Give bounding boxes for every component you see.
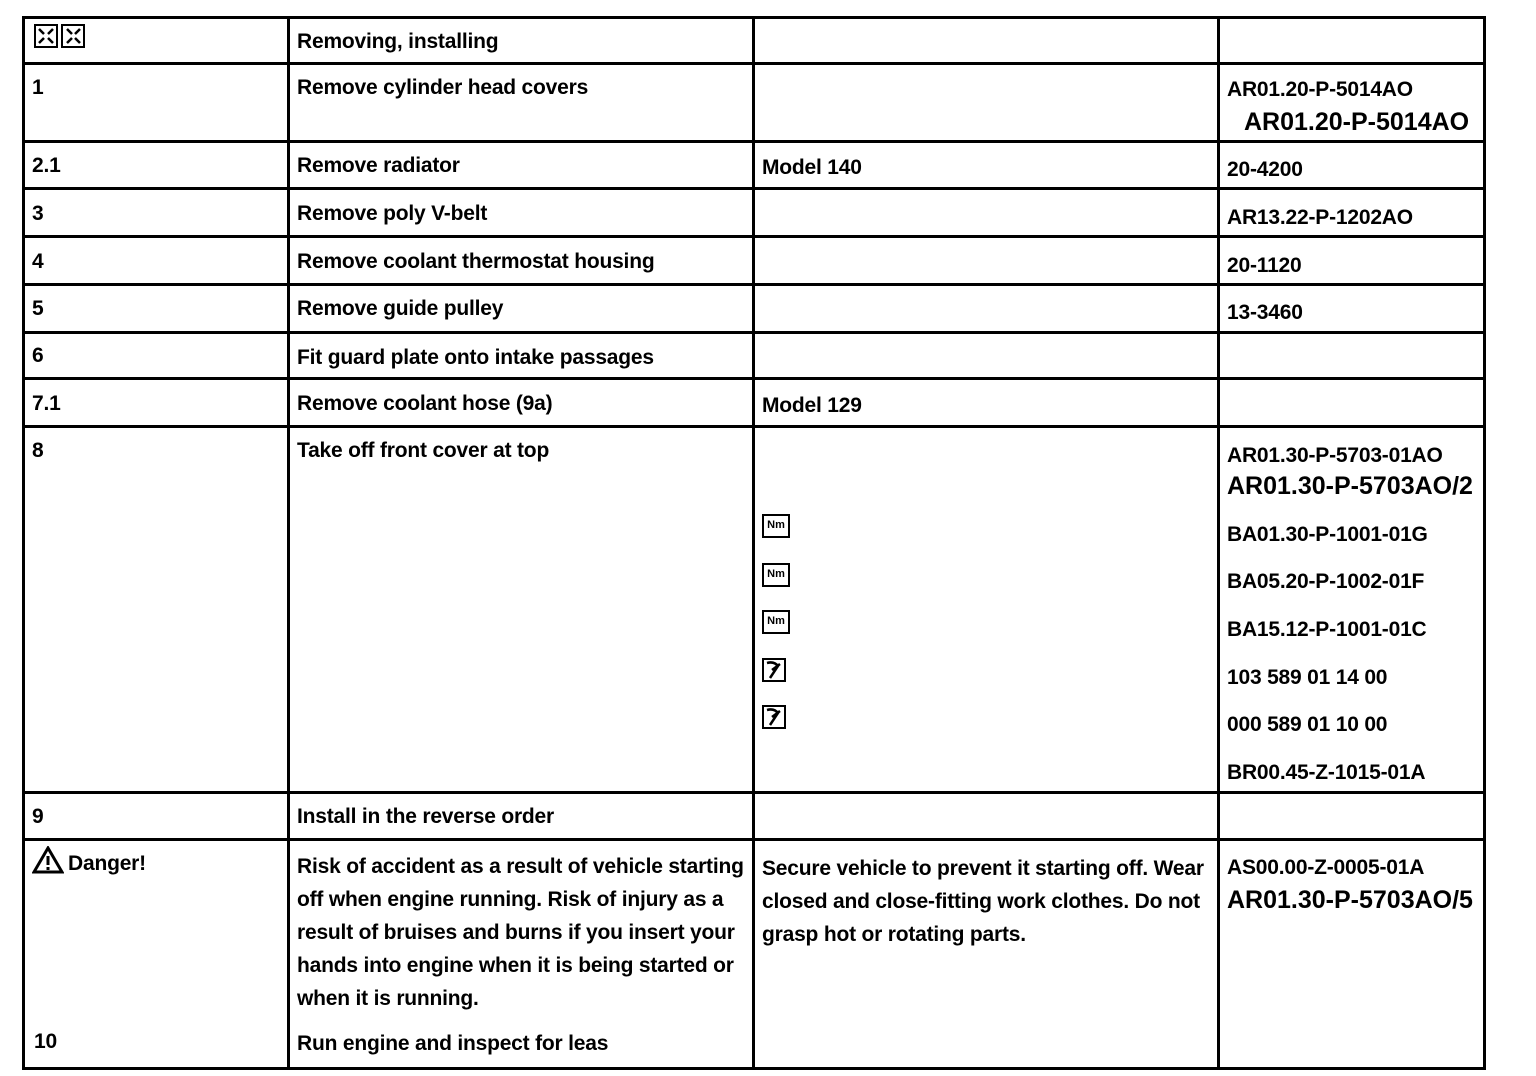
torque-nm-icon: Nm (762, 563, 790, 587)
step-action: Run engine and inspect for leas (297, 1032, 609, 1055)
step-reference-link[interactable]: AR13.22-P-1202AO (1227, 206, 1413, 229)
danger-label: Danger! (68, 852, 146, 875)
step-number: 4 (32, 250, 44, 273)
step-reference-link[interactable]: BA15.12-P-1001-01C (1227, 618, 1427, 641)
torque-nm-icon: Nm (762, 610, 790, 634)
column-divider (22, 16, 25, 1070)
step-number: 7.1 (32, 392, 61, 415)
step-number: 1 (32, 76, 44, 99)
step-reference-link[interactable]: BR00.45-Z-1015-01A (1227, 761, 1426, 784)
step-reference-link[interactable]: BA01.30-P-1001-01G (1227, 523, 1428, 546)
step-reference-link[interactable]: 20-1120 (1227, 254, 1302, 277)
danger-risk-text: Risk of accident as a result of vehicle starting off when engine running. Risk of injury as a result of bruises and burns if you insert your hands into engine when it is being started or when it is running. (297, 855, 744, 1010)
page-title: Removing, installing (297, 30, 499, 53)
step-action: Remove coolant hose (9a) (297, 392, 553, 415)
step-number: 10 (34, 1030, 57, 1053)
step-reference-link[interactable]: AR01.30-P-5703-01AO (1227, 444, 1443, 467)
step-reference-link[interactable]: 20-4200 (1227, 158, 1303, 181)
step-action: Remove poly V-belt (297, 202, 488, 225)
step-condition: Model 140 (762, 156, 862, 179)
step-reference-link[interactable]: 103 589 01 14 00 (1227, 666, 1388, 689)
special-tool-icon (762, 705, 784, 727)
column-divider (752, 16, 755, 1070)
torque-nm-icon: Nm (762, 514, 790, 538)
column-divider (1217, 16, 1220, 1070)
step-reference-link[interactable]: AR01.30-P-5703AO/2 (1227, 472, 1473, 500)
danger-reference-link[interactable]: AS00.00-Z-0005-01A (1227, 856, 1425, 879)
step-reference-link[interactable]: 000 589 01 10 00 (1227, 713, 1388, 736)
step-reference-link[interactable]: AR01.20-P-5014AO (1244, 108, 1470, 136)
step-number: 6 (32, 344, 44, 367)
danger-reference-link[interactable]: AR01.30-P-5703AO/5 (1227, 886, 1473, 914)
special-tool-icon (762, 658, 784, 680)
warning-triangle-icon (32, 846, 64, 879)
step-reference-link[interactable]: AR01.20-P-5014AO (1227, 78, 1413, 101)
step-action: Take off front cover at top (297, 439, 550, 462)
step-reference-link[interactable]: 13-3460 (1227, 301, 1303, 324)
step-number: 2.1 (32, 154, 61, 177)
step-number: 5 (32, 297, 44, 320)
step-action: Remove guide pulley (297, 297, 504, 320)
procedure-table (22, 16, 1486, 1070)
step-reference-link[interactable]: BA05.20-P-1002-01F (1227, 570, 1425, 593)
column-divider (1483, 16, 1486, 1070)
column-divider (287, 16, 290, 1070)
step-number: 3 (32, 202, 44, 225)
danger-measures-text: Secure vehicle to prevent it starting off. Wear closed and close-fitting work clothes. Do not grasp hot or rotating parts. (762, 857, 1204, 946)
step-action: Remove coolant thermostat housing (297, 250, 655, 273)
step-condition: Model 129 (762, 394, 862, 417)
remove-install-icon (34, 24, 86, 53)
step-number: 9 (32, 805, 44, 828)
step-action: Remove radiator (297, 154, 460, 177)
step-action: Remove cylinder head covers (297, 76, 589, 99)
step-number: 8 (32, 439, 44, 462)
step-action: Fit guard plate onto intake passages (297, 346, 654, 369)
step-action: Install in the reverse order (297, 805, 555, 828)
